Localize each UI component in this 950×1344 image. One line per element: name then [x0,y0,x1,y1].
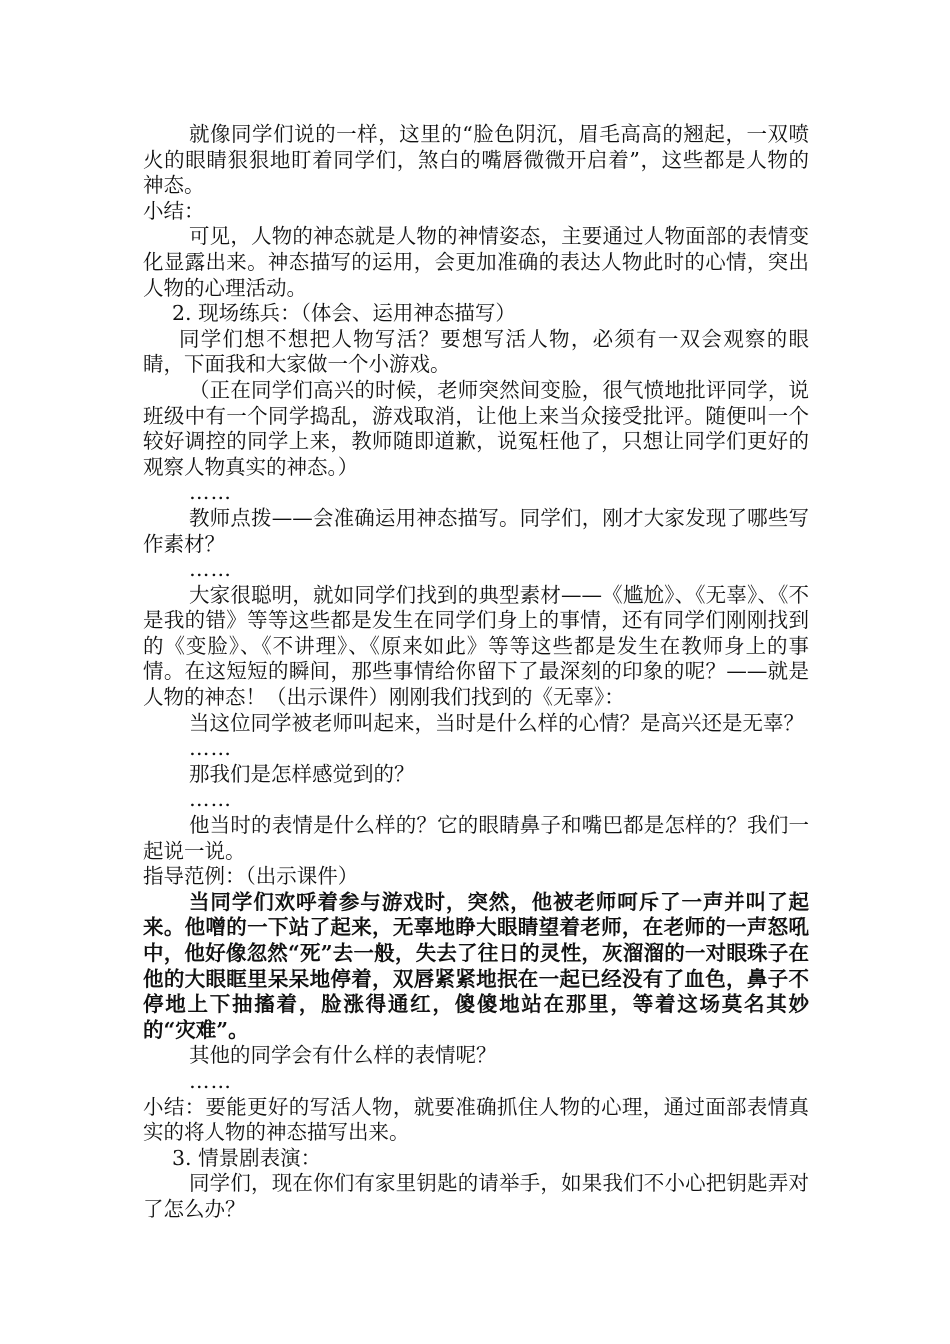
section-heading-drama: 3. 情景剧表演： [172,1145,322,1170]
paragraph-question-mood: 当这位同学被老师叫起来，当时是什么样的心情？是高兴还是无辜？ [189,710,804,735]
summary-label: 小结： [143,198,205,223]
paragraph-teacher-guidance: 教师点拨——会准确运用神态描写。同学们，刚才大家发现了哪些写作素材？ [143,505,809,556]
paragraph-example-bold: 当同学们欢呼着参与游戏时，突然，他被老师呵斥了一声并叫了起来。他噌的一下站了起来，无辜地睁大眼睛望着老师，在老师的一声怒吼中，他好像忽然“死”去一般，失去了往日的灵性，灰溜溜的一对眼珠子在他的大眼眶里呆呆地停着，双唇紧紧地抿在一起已经没有了血色，鼻子不停地上下抽搐着，脸涨得通红，傻傻地站在那里，等着这场莫名其妙的“灾难”。 [143,889,809,1042]
ellipsis: …… [189,480,232,505]
paragraph-materials: 大家很聪明，就如同学们找到的典型素材——《尴尬》、《无辜》、《不是我的错》等等这些都是发生在同学们身上的事情，还有同学们刚刚找到的《变脸》、《不讲理》、《原来如此》等等这些都是发生在教师身上的事情。在这短短的瞬间，那些事情给你留下了最深刻的印象的呢？——就是人物的神态！（出示课件）刚刚我们找到的《无辜》： [143,582,809,710]
paragraph-game-intro: 同学们想不想把人物写活？要想写活人物，必须有一双会观察的眼睛，下面我和大家做一个小游戏。 [143,326,809,377]
ellipsis: …… [189,1068,232,1093]
ellipsis: …… [189,787,232,812]
ellipsis: …… [189,557,232,582]
paragraph-shentai-example: 就像同学们说的一样，这里的“脸色阴沉，眉毛高高的翘起，一双喷火的眼睛狠狠地盯着同学们，煞白的嘴唇微微开启着”，这些都是人物的神态。 [143,122,809,198]
paragraph-keys: 同学们，现在你们有家里钥匙的请举手，如果我们不小心把钥匙弄对了怎么办？ [143,1171,809,1221]
example-label: 指导范例：（出示课件） [143,864,359,889]
ellipsis: …… [189,736,232,761]
paragraph-question-expression: 他当时的表情是什么样的？它的眼睛鼻子和嘴巴都是怎样的？我们一起说一说。 [143,813,809,863]
paragraph-summary-definition: 可见，人物的神态就是人物的神情姿态，主要通过人物面部的表情变化显露出来。神态描写的运用，会更加准确的表达人物此时的心情，突出人物的心理活动。 [143,224,809,300]
document-body [143,122,809,1223]
paragraph-question-how: 那我们是怎样感觉到的？ [189,761,415,786]
paragraph-question-others: 其他的同学会有什么样的表情呢？ [189,1043,497,1068]
section-heading-practice: 2. 现场练兵：（体会、运用神态描写） [172,301,516,326]
paragraph-game-description: （正在同学们高兴的时候，老师突然间变脸，很气愤地批评同学，说班级中有一个同学捣乱，游戏取消，让他上来当众接受批评。随便叫一个较好调控的同学上来，教师随即道歉，说冤枉他了，只想让同学们更好的观察人物真实的神态。） [143,377,809,479]
paragraph-summary-2: 小结：要能更好的写活人物，就要准确抓住人物的心理，通过面部表情真实的将人物的神态描写出来。 [143,1094,809,1145]
